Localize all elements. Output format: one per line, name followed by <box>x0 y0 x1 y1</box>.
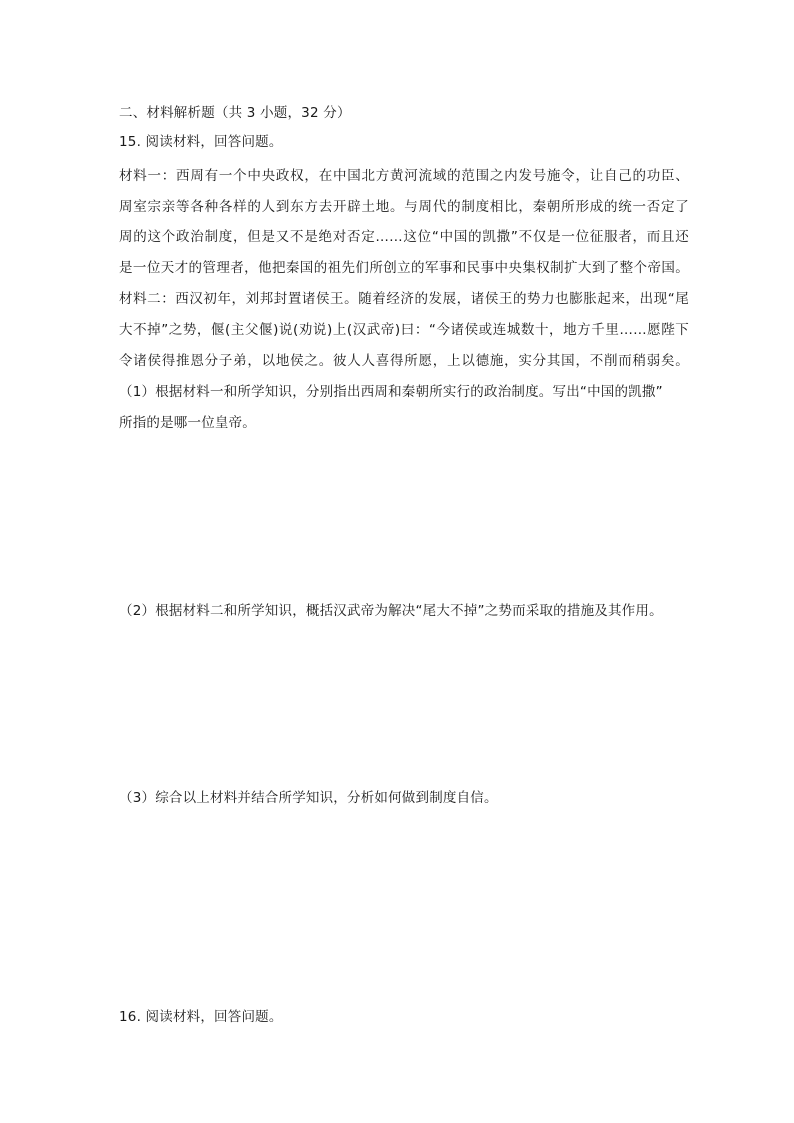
material-2-line-1: 材料二：西汉初年，刘邦封置诸侯王。随着经济的发展，诸侯王的势力也膨胀起来，出现“尾 <box>119 291 689 307</box>
sub-question-2: （2）根据材料二和所学知识，概括汉武帝为解决“尾大不掉”之势而采取的措施及其作用。 <box>119 603 663 619</box>
question-16-intro: 16. 阅读材料，回答问题。 <box>119 1009 283 1025</box>
material-1-line-2: 周室宗亲等各种各样的人到东方去开辟土地。与周代的制度相比，秦朝所形成的统一否定了 <box>119 199 689 215</box>
material-1-line-1: 材料一：西周有一个中央政权，在中国北方黄河流域的范围之内发号施令，让自己的功臣、 <box>119 168 689 184</box>
material-2-line-3: 令诸侯得推恩分子弟，以地侯之。彼人人喜得所愿，上以德施，实分其国，不削而稍弱矣。 <box>119 353 689 369</box>
question-15-intro: 15. 阅读材料，回答问题。 <box>119 134 283 150</box>
material-1-line-4: 是一位天才的管理者，他把秦国的祖先们所创立的军事和民事中央集权制扩大到了整个帝国。 <box>119 260 689 276</box>
sub-question-3: （3）综合以上材料并结合所学知识，分析如何做到制度自信。 <box>119 790 498 806</box>
section-heading: 二、材料解析题（共 3 小题，32 分） <box>119 105 351 121</box>
sub-question-1-line-1: （1）根据材料一和所学知识，分别指出西周和秦朝所实行的政治制度。写出“中国的凯撒” <box>119 384 663 400</box>
material-1-line-3: 周的这个政治制度，但是又不是绝对否定……这位“中国的凯撒”不仅是一位征服者，而且还 <box>119 229 689 245</box>
material-2-line-2: 大不掉”之势，偃(主父偃)说(劝说)上(汉武帝)曰：“今诸侯或连城数十，地方千里……愿陛下 <box>119 322 689 338</box>
sub-question-1-line-2: 所指的是哪一位皇帝。 <box>119 415 256 431</box>
